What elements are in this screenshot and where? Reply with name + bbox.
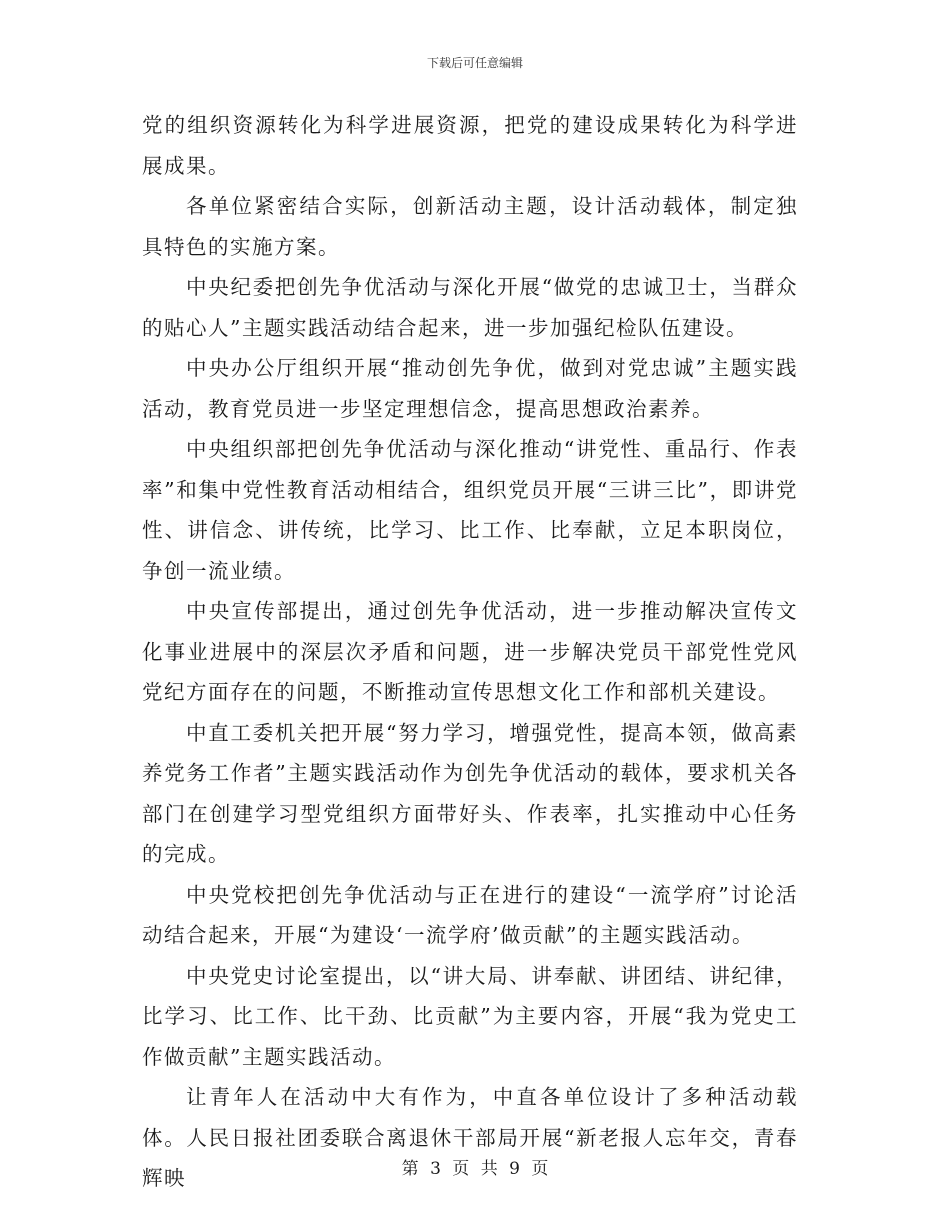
page-footer: 第 3 页 共 9 页 (401, 1159, 549, 1179)
paragraph-7: 中直工委机关把开展“努力学习，增强党性，提高本领，做高素养党务工作者”主题实践活动作为创先争优活动的载体，要求机关各部门在创建学习型党组织方面带好头、作表率，扎实推动中心任务的完成。 (142, 720, 798, 866)
paragraph-8: 中央党校把创先争优活动与正在进行的建设“一流学府”讨论活动结合起来，开展“为建设‘一流学府’做贡献”的主题实践活动。 (142, 882, 798, 947)
paragraph-10: 让青年人在活动中大有作为，中直各单位设计了多种活动载体。人民日报社团委联合离退休干部局开展“新老报人忘年交，青春辉映 (142, 1085, 798, 1190)
paragraph-3: 中央纪委把创先争优活动与深化开展“做党的忠诚卫士，当群众的贴心人”主题实践活动结合起来，进一步加强纪检队伍建设。 (142, 275, 798, 340)
paragraph-9: 中央党史讨论室提出，以“讲大局、讲奉献、讲团结、讲纪律，比学习、比工作、比干劲、比贡献”为主要内容，开展“我为党史工作做贡献”主题实践活动。 (142, 963, 798, 1069)
paragraph-4: 中央办公厅组织开展“推动创先争优，做到对党忠诚”主题实践活动，教育党员进一步坚定理想信念，提高思想政治素养。 (142, 356, 798, 421)
paragraph-1: 党的组织资源转化为科学进展资源，把党的建设成果转化为科学进展成果。 (142, 113, 798, 178)
paragraph-6: 中央宣传部提出，通过创先争优活动，进一步推动解决宣传文化事业进展中的深层次矛盾和问题，进一步解决党员干部党性党风党纪方面存在的问题，不断推动宣传思想文化工作和部机关建设。 (142, 599, 798, 704)
paragraph-2: 各单位紧密结合实际，创新活动主题，设计活动载体，制定独具特色的实施方案。 (142, 194, 798, 259)
page-header: 下载后可任意编辑 (426, 56, 523, 70)
document-body (142, 105, 798, 1199)
paragraph-5: 中央组织部把创先争优活动与深化推动“讲党性、重品行、作表率”和集中党性教育活动相结合，组织党员开展“三讲三比”，即讲党性、讲信念、讲传统，比学习、比工作、比奉献，立足本职岗位，争创一流业绩。 (142, 437, 798, 583)
